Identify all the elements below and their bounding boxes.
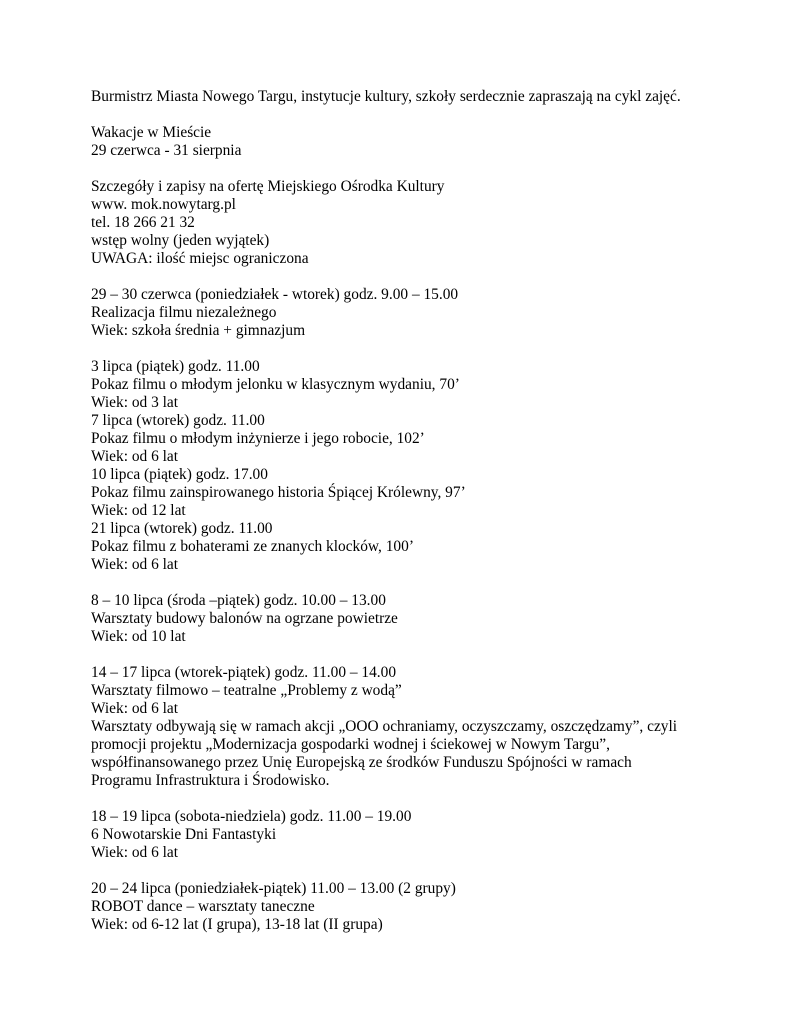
event-line: Wiek: od 6 lat — [91, 844, 179, 861]
event-line: Wiek: od 3 lat — [91, 394, 179, 411]
event-line: 6 Nowotarskie Dni Fantastyki — [91, 826, 277, 843]
spacer — [91, 160, 731, 178]
event-block — [91, 808, 731, 862]
event-block — [91, 286, 731, 340]
event-line: współfinansowanego przez Unię Europejską ze środków Funduszu Spójności w ramach — [91, 754, 632, 771]
spacer — [91, 862, 731, 880]
spacer — [91, 646, 731, 664]
spacer — [91, 340, 731, 358]
event-line: Wiek: od 6-12 lat (I grupa), 13-18 lat (II grupa) — [91, 916, 383, 933]
event-line: Warsztaty odbywają się w ramach akcji „OOO ochraniamy, oczyszczamy, oszczędzamy”, czyli — [91, 718, 678, 735]
event-line: Wiek: od 6 lat — [91, 556, 179, 573]
phone-text: tel. 18 266 21 32 — [91, 214, 195, 231]
event-line: 20 – 24 lipca (poniedziałek-piątek) 11.00 – 13.00 (2 grupy) — [91, 880, 456, 897]
event-block — [91, 358, 731, 574]
event-line: Wiek: od 6 lat — [91, 700, 179, 717]
event-line: 29 – 30 czerwca (poniedziałek - wtorek) godz. 9.00 – 15.00 — [91, 286, 459, 303]
event-line: 18 – 19 lipca (sobota-niedziela) godz. 11.00 – 19.00 — [91, 808, 412, 825]
event-line: ROBOT dance – warsztaty taneczne — [91, 898, 315, 915]
event-line: Wiek: od 10 lat — [91, 628, 186, 645]
intro-text: Burmistrz Miasta Nowego Targu, instytucje kultury, szkoły serdecznie zapraszają na cykl zajęć. — [91, 88, 681, 105]
events-list — [91, 268, 731, 934]
event-line: Programu Infrastruktura i Środowisko. — [91, 772, 330, 789]
event-line: 21 lipca (wtorek) godz. 11.00 — [91, 520, 273, 537]
spacer — [91, 106, 731, 124]
spacer — [91, 268, 731, 286]
program-title: Wakacje w Mieście — [91, 124, 212, 141]
event-block — [91, 592, 731, 646]
event-line: 7 lipca (wtorek) godz. 11.00 — [91, 412, 265, 429]
document-page — [91, 88, 731, 934]
event-line: Warsztaty budowy balonów na ogrzane powietrze — [91, 610, 398, 627]
entry-text: wstęp wolny (jeden wyjątek) — [91, 232, 270, 249]
website-text: www. mok.nowytarg.pl — [91, 196, 236, 213]
event-line: Wiek: szkoła średnia + gimnazjum — [91, 322, 306, 339]
note-text: UWAGA: ilość miejsc ograniczona — [91, 250, 309, 267]
event-line: 8 – 10 lipca (środa –piątek) godz. 10.00 – 13.00 — [91, 592, 386, 609]
event-block — [91, 880, 731, 934]
event-line: Realizacja filmu niezależnego — [91, 304, 277, 321]
event-line: Wiek: od 6 lat — [91, 448, 179, 465]
event-line: Warsztaty filmowo – teatralne „Problemy z wodą” — [91, 682, 402, 699]
event-block — [91, 664, 731, 790]
event-line: 14 – 17 lipca (wtorek-piątek) godz. 11.00 – 14.00 — [91, 664, 397, 681]
event-line: promocji projektu „Modernizacja gospodarki wodnej i ściekowej w Nowym Targu”, — [91, 736, 610, 753]
event-line: Pokaz filmu o młodym inżynierze i jego robocie, 102’ — [91, 430, 425, 447]
event-line: Wiek: od 12 lat — [91, 502, 186, 519]
event-line: 10 lipca (piątek) godz. 17.00 — [91, 466, 268, 483]
details-text: Szczegóły i zapisy na ofertę Miejskiego Ośrodka Kultury — [91, 178, 445, 195]
event-line: Pokaz filmu zainspirowanego historia Śpiącej Królewny, 97’ — [91, 484, 466, 501]
spacer — [91, 574, 731, 592]
event-line: Pokaz filmu z bohaterami ze znanych klocków, 100’ — [91, 538, 414, 555]
event-line: Pokaz filmu o młodym jelonku w klasycznym wydaniu, 70’ — [91, 376, 460, 393]
program-dates: 29 czerwca - 31 sierpnia — [91, 142, 242, 159]
spacer — [91, 790, 731, 808]
event-line: 3 lipca (piątek) godz. 11.00 — [91, 358, 260, 375]
